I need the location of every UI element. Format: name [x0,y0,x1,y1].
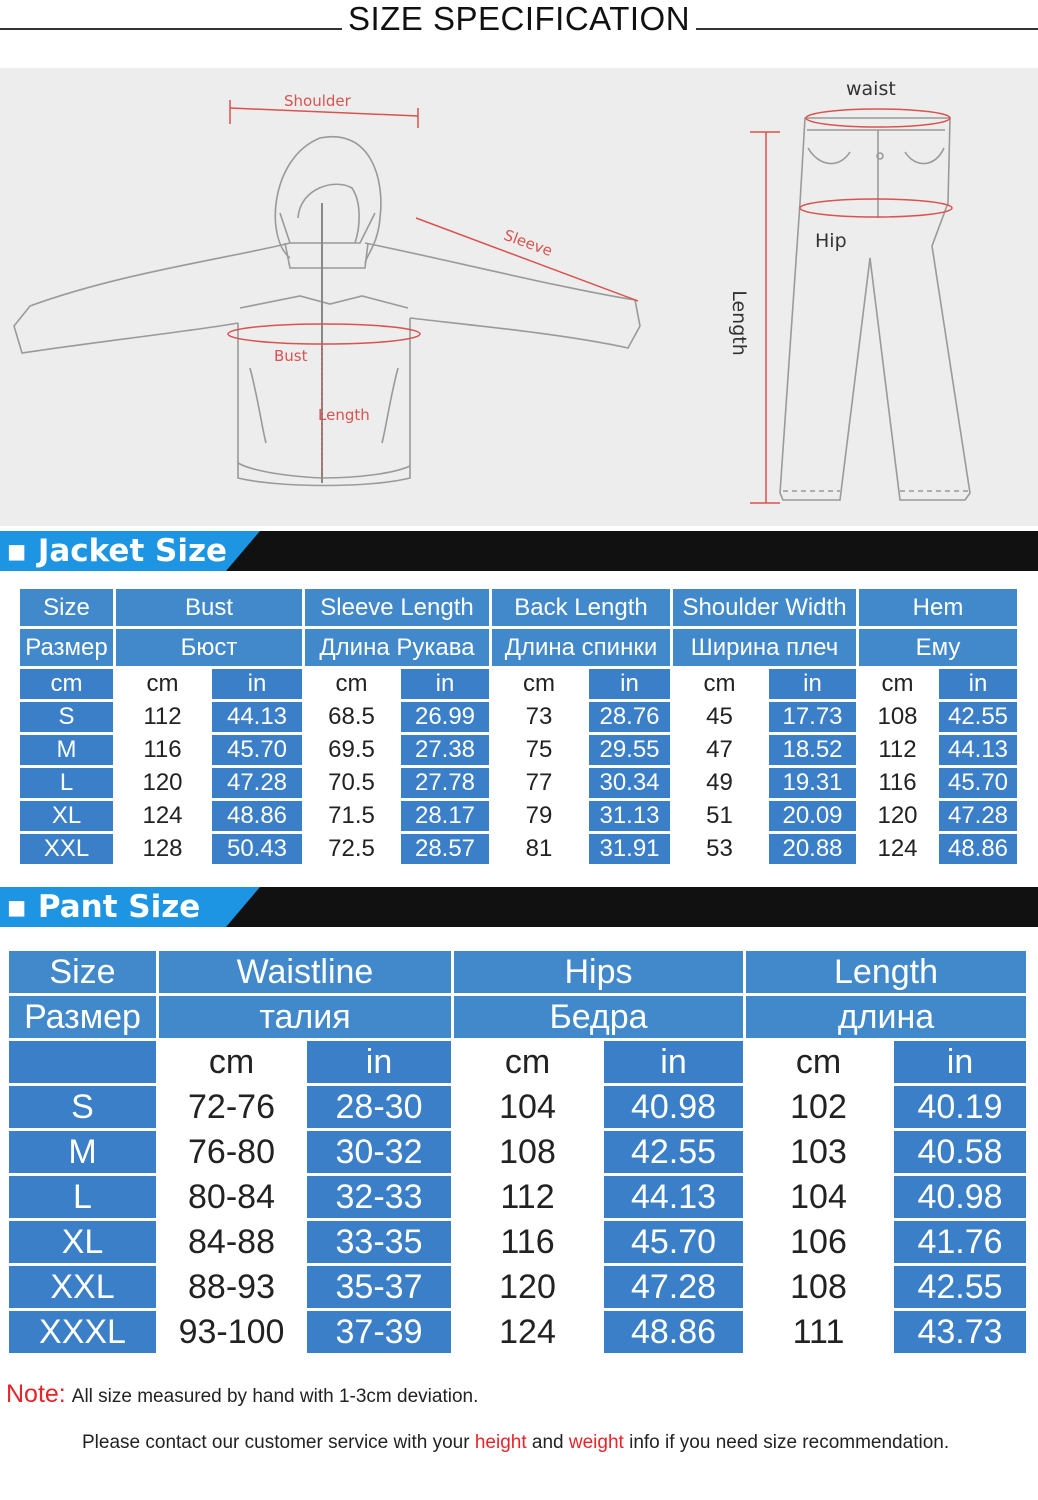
jacket-size-heading: ▪ Jacket Size [6,533,228,569]
pant-banner-tab-cut [226,887,260,927]
value-cell: 75 [492,735,589,768]
value-cell: 108 [746,1266,894,1311]
value-cell: 116 [454,1221,604,1266]
pant-header-size-ru: Размер [9,996,159,1041]
size-diagram [0,68,1038,526]
shoulder-label: Shoulder [284,92,351,110]
table-row [9,1266,1029,1311]
value-cell: 111 [746,1311,894,1356]
value-cell: 19.31 [769,768,859,801]
table-row [9,1176,1029,1221]
unit-cell: cm [859,669,939,702]
pants-guides [750,109,952,503]
pant-size-table [9,951,1029,1356]
jacket-header-sleeve-ru: Длина Рукава [305,629,492,669]
value-cell: 45.70 [212,735,305,768]
pant-unit-row [9,1041,1029,1086]
unit-cell: cm [305,669,401,702]
size-cell: XXL [20,834,116,867]
waist-label: waist [846,78,896,100]
value-cell: 31.13 [589,801,673,834]
unit-cell: in [212,669,305,702]
value-cell: 50.43 [212,834,305,867]
size-cell: M [20,735,116,768]
value-cell: 68.5 [305,702,401,735]
value-cell: 47.28 [604,1266,746,1311]
jacket-header-bust-ru: Бюст [116,629,305,669]
note-text-b: and [531,1432,564,1453]
jacket-header-shoulder: Shoulder Width [673,589,859,629]
jacket-banner-tab-cut [226,531,260,571]
note-text-c: info if you need size recommendation. [629,1432,950,1453]
pant-header-waistline-ru: талия [159,996,454,1041]
value-cell: 77 [492,768,589,801]
unit-cell: in [769,669,859,702]
value-cell: 40.19 [894,1086,1029,1131]
pant-size-banner [0,887,1038,927]
jacket-header-size-ru: Размер [20,629,116,669]
value-cell: 44.13 [604,1176,746,1221]
jacket-header-hem-ru: Ему [859,629,1020,669]
table-row [20,702,1020,735]
size-cell: L [9,1176,159,1221]
table-row [20,834,1020,867]
unit-cell: cm [116,669,212,702]
jacket-heading-text: Jacket Size [37,533,228,569]
unit-cell: in [589,669,673,702]
unit-cell: in [401,669,492,702]
pants-outline [780,118,970,500]
jacket-unit-row [20,669,1020,702]
table-row [20,801,1020,834]
jacket-length-label: Length [318,406,370,424]
value-cell: 72-76 [159,1086,307,1131]
value-cell: 44.13 [212,702,305,735]
size-cell: XL [9,1221,159,1266]
unit-cell: cm [492,669,589,702]
value-cell: 93-100 [159,1311,307,1356]
unit-cell: cm [159,1041,307,1086]
value-cell: 112 [454,1176,604,1221]
value-cell: 108 [454,1131,604,1176]
value-cell: 20.09 [769,801,859,834]
weight-word: weight [568,1432,624,1453]
jacket-header-size: Size [20,589,116,629]
unit-cell: in [307,1041,454,1086]
unit-cell: cm [20,669,116,702]
value-cell: 124 [116,801,212,834]
bust-label: Bust [274,347,308,365]
table-row [9,1131,1029,1176]
value-cell: 27.38 [401,735,492,768]
table-row [20,735,1020,768]
value-cell: 29.55 [589,735,673,768]
value-cell: 79 [492,801,589,834]
value-cell: 45 [673,702,769,735]
value-cell: 37-39 [307,1311,454,1356]
pant-header-hips: Hips [454,951,746,996]
title-bar [0,0,1038,40]
jacket-header-back-ru: Длина спинки [492,629,673,669]
pant-size-heading: ▪ Pant Size [6,889,201,925]
value-cell: 30-32 [307,1131,454,1176]
value-cell: 47.28 [212,768,305,801]
value-cell: 30.34 [589,768,673,801]
pant-header-en-row [9,951,1029,996]
value-cell: 104 [454,1086,604,1131]
size-cell: L [20,768,116,801]
value-cell: 49 [673,768,769,801]
value-cell: 88-93 [159,1266,307,1311]
value-cell: 116 [116,735,212,768]
value-cell: 112 [859,735,939,768]
note-text-a: Please contact our customer service with your [82,1432,470,1453]
jacket-outline [14,137,640,486]
value-cell: 48.86 [604,1311,746,1356]
pant-length-label: Length [727,290,750,356]
value-cell: 53 [673,834,769,867]
value-cell: 45.70 [604,1221,746,1266]
value-cell: 40.98 [894,1176,1029,1221]
hip-label: Hip [815,230,847,252]
value-cell: 40.58 [894,1131,1029,1176]
pant-heading-text: Pant Size [37,889,201,925]
pant-header-length: Length [746,951,1029,996]
pant-header-waistline: Waistline [159,951,454,996]
value-cell: 18.52 [769,735,859,768]
size-cell: XL [20,801,116,834]
jacket-header-ru-row [20,629,1020,669]
unit-cell: cm [673,669,769,702]
size-cell: S [9,1086,159,1131]
value-cell: 33-35 [307,1221,454,1266]
value-cell: 41.76 [894,1221,1029,1266]
value-cell: 124 [454,1311,604,1356]
value-cell: 70.5 [305,768,401,801]
value-cell: 17.73 [769,702,859,735]
value-cell: 120 [116,768,212,801]
value-cell: 124 [859,834,939,867]
value-cell: 48.86 [939,834,1020,867]
value-cell: 108 [859,702,939,735]
value-cell: 81 [492,834,589,867]
value-cell: 69.5 [305,735,401,768]
jacket-header-en-row [20,589,1020,629]
value-cell: 32-33 [307,1176,454,1221]
value-cell: 31.91 [589,834,673,867]
value-cell: 28.57 [401,834,492,867]
size-cell: S [20,702,116,735]
value-cell: 47 [673,735,769,768]
value-cell: 102 [746,1086,894,1131]
jacket-header-hem: Hem [859,589,1020,629]
note-line-2 [82,1432,949,1454]
value-cell: 20.88 [769,834,859,867]
size-cell: XXL [9,1266,159,1311]
note-line-1 [6,1380,478,1409]
size-cell: XXXL [9,1311,159,1356]
value-cell: 73 [492,702,589,735]
value-cell: 44.13 [939,735,1020,768]
sleeve-label: Sleeve [501,225,555,261]
value-cell: 112 [116,702,212,735]
page-title: SIZE SPECIFICATION [342,0,696,38]
value-cell: 116 [859,768,939,801]
value-cell: 120 [859,801,939,834]
pant-header-length-ru: длина [746,996,1029,1041]
value-cell: 26.99 [401,702,492,735]
value-cell: 43.73 [894,1311,1029,1356]
note-text: All size measured by hand with 1-3cm deviation. [71,1386,479,1407]
value-cell: 47.28 [939,801,1020,834]
unit-cell: cm [746,1041,894,1086]
value-cell: 40.98 [604,1086,746,1131]
value-cell: 80-84 [159,1176,307,1221]
unit-cell: in [939,669,1020,702]
value-cell: 104 [746,1176,894,1221]
value-cell: 35-37 [307,1266,454,1311]
value-cell: 106 [746,1221,894,1266]
value-cell: 128 [116,834,212,867]
unit-cell-empty [9,1041,159,1086]
unit-cell: cm [454,1041,604,1086]
pant-header-hips-ru: Бедра [454,996,746,1041]
value-cell: 71.5 [305,801,401,834]
pant-header-size: Size [9,951,159,996]
jacket-header-shoulder-ru: Ширина плеч [673,629,859,669]
table-row [9,1311,1029,1356]
size-cell: M [9,1131,159,1176]
value-cell: 48.86 [212,801,305,834]
value-cell: 28.17 [401,801,492,834]
value-cell: 45.70 [939,768,1020,801]
value-cell: 51 [673,801,769,834]
table-row [20,768,1020,801]
value-cell: 27.78 [401,768,492,801]
garment-illustration [0,68,1038,526]
value-cell: 120 [454,1266,604,1311]
value-cell: 42.55 [894,1266,1029,1311]
jacket-size-table [20,589,1020,867]
jacket-header-sleeve: Sleeve Length [305,589,492,629]
jacket-header-back: Back Length [492,589,673,629]
value-cell: 42.55 [604,1131,746,1176]
note-label: Note: [6,1380,66,1408]
value-cell: 28.76 [589,702,673,735]
pant-header-ru-row [9,996,1029,1041]
jacket-header-bust: Bust [116,589,305,629]
unit-cell: in [604,1041,746,1086]
value-cell: 42.55 [939,702,1020,735]
value-cell: 76-80 [159,1131,307,1176]
table-row [9,1221,1029,1266]
value-cell: 84-88 [159,1221,307,1266]
unit-cell: in [894,1041,1029,1086]
value-cell: 72.5 [305,834,401,867]
value-cell: 103 [746,1131,894,1176]
jacket-size-banner [0,531,1038,571]
height-word: height [474,1432,527,1453]
table-row [9,1086,1029,1131]
value-cell: 28-30 [307,1086,454,1131]
